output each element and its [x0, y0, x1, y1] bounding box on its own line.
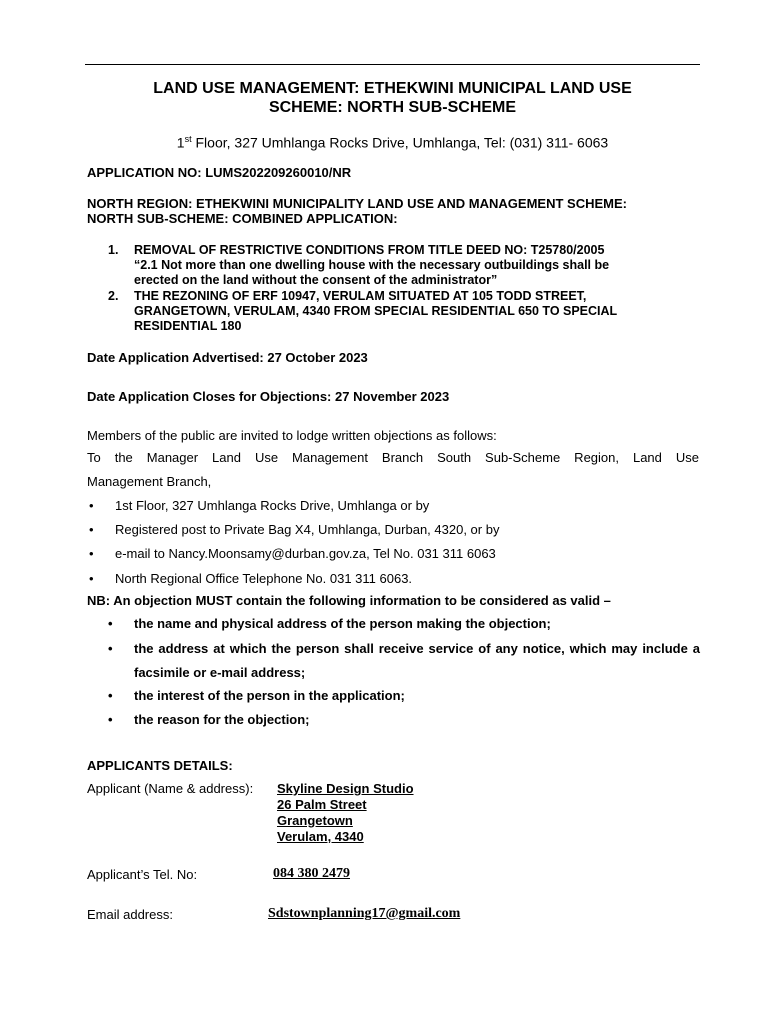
- region-heading-line-2: NORTH SUB-SCHEME: COMBINED APPLICATION:: [87, 211, 398, 226]
- item-line: GRANGETOWN, VERULAM, 4340 FROM SPECIAL RESIDENTIAL 650 TO SPECIAL: [134, 304, 618, 318]
- item-number: 1.: [108, 243, 119, 257]
- applicant-tel-label: Applicant’s Tel. No:: [87, 867, 198, 882]
- lodge-bullet: [89, 498, 429, 514]
- applicant-address-line: Skyline Design Studio: [277, 781, 414, 796]
- to-manager-line-2: Management Branch,: [87, 474, 212, 489]
- bullet-glyph: •: [108, 641, 113, 656]
- bullet-glyph: •: [89, 546, 94, 561]
- region-heading-line-1: NORTH REGION: ETHEKWINI MUNICIPALITY LAND USE AND MANAGEMENT SCHEME:: [87, 196, 627, 211]
- nb-bullet-text: the reason for the objection;: [134, 712, 310, 727]
- address-rest: Floor, 327 Umhlanga Rocks Drive, Umhlanga, Tel: (031) 311- 6063: [191, 134, 609, 151]
- nb-bullet: [108, 684, 700, 708]
- bullet-glyph: •: [89, 571, 94, 586]
- applicant-name-label: Applicant (Name & address):: [87, 781, 254, 796]
- item-line: erected on the land without the consent of the administrator”: [134, 273, 498, 287]
- nb-bullet: [108, 708, 700, 732]
- email-value: Sdstownplanning17@gmail.com: [268, 906, 461, 921]
- applicant-tel-value: 084 380 2479: [273, 866, 350, 881]
- date-closes: Date Application Closes for Objections: 27 November 2023: [87, 389, 450, 404]
- lodge-bullet-text: e-mail to Nancy.Moonsamy@durban.gov.za, Tel No. 031 311 6063: [115, 546, 496, 561]
- nb-bullet-text: the name and physical address of the person making the objection;: [134, 616, 551, 631]
- applicant-address-line: Verulam, 4340: [277, 829, 364, 844]
- lodge-bullet: [89, 522, 499, 538]
- office-address: [85, 134, 700, 151]
- top-rule: [85, 64, 700, 65]
- application-number: APPLICATION NO: LUMS202209260010/NR: [87, 165, 352, 180]
- item-line: RESIDENTIAL 180: [134, 319, 242, 333]
- nb-bullet-text: the address at which the person shall receive service of any notice, which may include a facsimile or e-mail address;: [134, 641, 700, 680]
- bullet-glyph: •: [89, 498, 94, 513]
- lodge-bullet-text: North Regional Office Telephone No. 031 311 6063.: [115, 571, 413, 586]
- title-line-2: SCHEME: NORTH SUB-SCHEME: [268, 99, 517, 116]
- lodge-bullet-text: 1st Floor, 327 Umhlanga Rocks Drive, Umhlanga or by: [115, 498, 430, 513]
- lodge-bullet: [89, 571, 412, 587]
- numbered-item-2: [108, 289, 694, 334]
- document-title: [85, 79, 700, 117]
- address-floor-number: 1: [176, 134, 185, 151]
- item-line: REMOVAL OF RESTRICTIVE CONDITIONS FROM TITLE DEED NO: T25780/2005: [134, 243, 605, 257]
- bullet-glyph: •: [108, 688, 113, 703]
- email-label: Email address:: [87, 907, 173, 922]
- item-line: THE REZONING OF ERF 10947, VERULAM SITUATED AT 105 TODD STREET,: [134, 289, 587, 303]
- item-line: “2.1 Not more than one dwelling house with the necessary outbuildings shall be: [134, 258, 610, 272]
- bullet-glyph: •: [89, 522, 94, 537]
- item-number: 2.: [108, 289, 119, 303]
- nb-bullet-text: the interest of the person in the application;: [134, 688, 405, 703]
- address-superscript: st: [184, 134, 192, 144]
- members-invitation: Members of the public are invited to lodge written objections as follows:: [87, 428, 497, 443]
- nb-statement: NB: An objection MUST contain the following information to be considered as valid –: [87, 593, 611, 608]
- bullet-glyph: •: [108, 712, 113, 727]
- title-line-1: LAND USE MANAGEMENT: ETHEKWINI MUNICIPAL LAND USE: [153, 80, 632, 97]
- lodge-bullet-text: Registered post to Private Bag X4, Umhlanga, Durban, 4320, or by: [115, 522, 500, 537]
- bullet-glyph: •: [108, 616, 113, 631]
- nb-bullet: [108, 637, 700, 685]
- applicants-heading: APPLICANTS DETAILS:: [87, 758, 233, 773]
- applicant-address-line: 26 Palm Street: [277, 797, 367, 812]
- applicant-address-line: Grangetown: [277, 813, 353, 828]
- lodge-bullet: [89, 546, 496, 562]
- nb-bullet: [108, 612, 700, 636]
- numbered-item-1: [108, 243, 694, 288]
- date-advertised: Date Application Advertised: 27 October 2023: [87, 350, 368, 365]
- applicant-name-address: [277, 781, 414, 845]
- to-manager-line-1: To the Manager Land Use Management Branch South Sub-Scheme Region, Land Use: [87, 450, 699, 465]
